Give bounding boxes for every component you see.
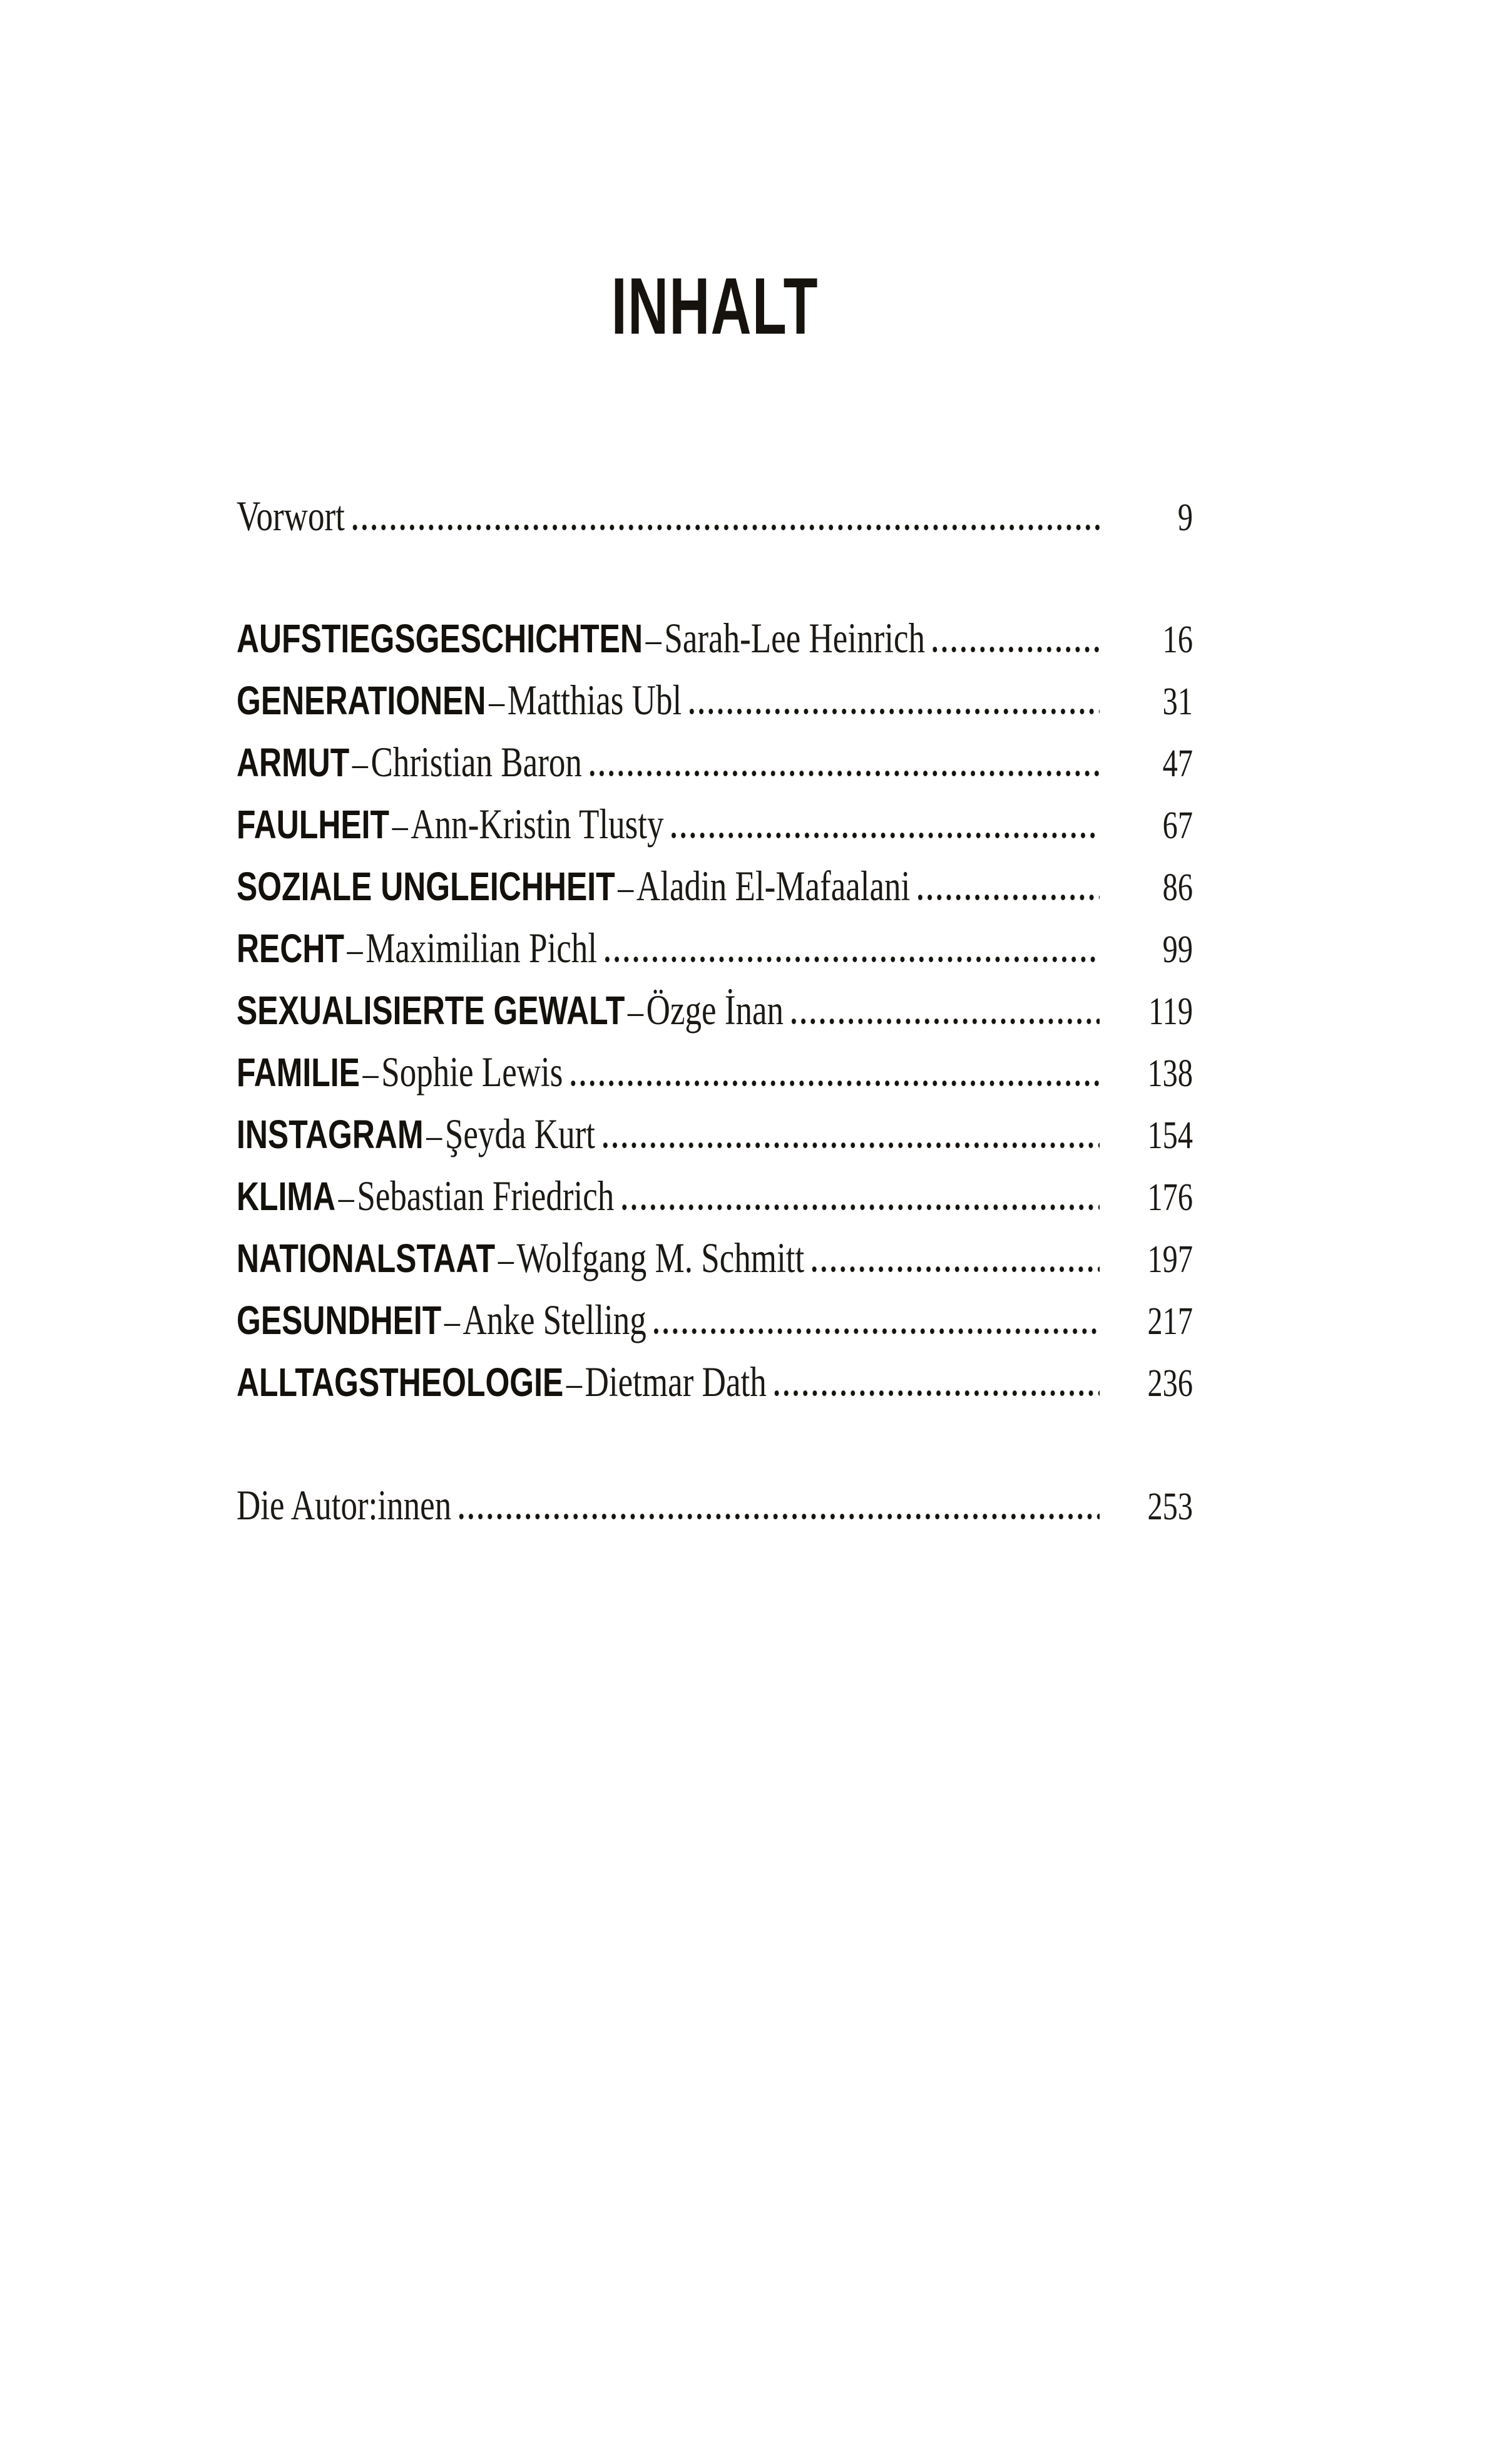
toc-row <box>237 1351 1193 1413</box>
dash-separator: – <box>498 1236 514 1281</box>
toc-author: Özge İnan <box>646 986 784 1034</box>
toc-label: RECHT <box>237 926 344 971</box>
toc-page-number: 176 <box>1147 1176 1193 1219</box>
dash-separator: – <box>426 1112 442 1157</box>
toc-page-number: 197 <box>1147 1238 1193 1281</box>
leader-dots <box>792 1019 1100 1024</box>
toc-label: Die Autor:innen <box>237 1481 452 1529</box>
toc-row <box>237 669 1193 731</box>
toc-page-number: 99 <box>1162 928 1193 971</box>
toc-page-number: 9 <box>1177 496 1193 539</box>
toc-row <box>237 607 1193 669</box>
toc-page-number: 47 <box>1162 742 1193 785</box>
leader-dots <box>605 957 1100 962</box>
toc-row-vorwort <box>237 485 1193 547</box>
leader-dots <box>690 709 1100 714</box>
toc-row <box>237 1165 1193 1227</box>
toc-label: SEXUALISIERTE GEWALT <box>237 988 625 1033</box>
toc-author: Anke Stelling <box>462 1296 646 1343</box>
toc-author: Christian Baron <box>370 738 582 786</box>
leader-dots <box>590 771 1100 776</box>
toc-page-number: 86 <box>1162 866 1193 909</box>
dash-separator: – <box>392 803 408 847</box>
leader-dots <box>812 1266 1100 1272</box>
toc-author: Matthias Ubl <box>507 676 682 724</box>
toc-entries <box>237 607 1193 1413</box>
leader-dots <box>933 647 1100 652</box>
leader-dots <box>459 1514 1100 1519</box>
toc-page-number: 16 <box>1162 619 1193 661</box>
toc-row <box>237 793 1193 855</box>
dash-separator: – <box>628 988 643 1033</box>
toc-label: SOZIALE UNGLEICHHEIT <box>237 864 615 909</box>
toc-label: FAMILIE <box>237 1050 360 1095</box>
toc-author: Wolfgang M. Schmitt <box>516 1234 805 1281</box>
toc-row <box>237 1041 1193 1103</box>
toc-page-number: 217 <box>1147 1300 1193 1343</box>
dash-separator: – <box>645 617 662 661</box>
page-title-text: INHALT <box>611 262 819 351</box>
leader-dots <box>571 1081 1100 1086</box>
toc-row <box>237 979 1193 1041</box>
toc-page-number: 253 <box>1147 1486 1193 1528</box>
toc-row <box>237 855 1193 917</box>
toc-page-number: 67 <box>1162 804 1193 847</box>
toc-label: KLIMA <box>237 1174 336 1219</box>
toc-row <box>237 731 1193 793</box>
toc-row <box>237 1289 1193 1351</box>
dash-separator: – <box>362 1050 379 1095</box>
dash-separator: – <box>444 1298 460 1343</box>
leader-dots <box>622 1204 1100 1210</box>
toc-label: INSTAGRAM <box>237 1112 424 1157</box>
toc-row-autorinnen <box>237 1474 1193 1536</box>
leader-dots <box>654 1328 1100 1334</box>
dash-separator: – <box>566 1360 582 1405</box>
table-of-contents <box>237 0 1193 1536</box>
toc-row <box>237 1103 1193 1165</box>
leader-dots <box>774 1390 1100 1396</box>
toc-page-number: 236 <box>1147 1362 1193 1405</box>
page-title <box>237 262 1193 351</box>
toc-page-number: 154 <box>1147 1114 1193 1157</box>
toc-row <box>237 1227 1193 1289</box>
toc-label: Vorwort <box>237 492 345 540</box>
toc-label: ALLTAGSTHEOLOGIE <box>237 1360 564 1405</box>
toc-author: Dietmar Dath <box>585 1358 767 1405</box>
toc-author: Maximilian Pichl <box>365 924 598 972</box>
toc-page-number: 138 <box>1147 1052 1193 1095</box>
leader-dots <box>352 525 1100 530</box>
toc-author: Sarah-Lee Heinrich <box>664 614 926 662</box>
dash-separator: – <box>489 679 505 723</box>
toc-label: GENERATIONEN <box>237 678 486 723</box>
toc-label: ARMUT <box>237 740 350 785</box>
toc-page-number: 31 <box>1162 680 1193 723</box>
dash-separator: – <box>347 927 363 971</box>
toc-author: Şeyda Kurt <box>444 1110 595 1158</box>
toc-author: Aladin El-Mafaalani <box>636 862 911 910</box>
toc-author: Sebastian Friedrich <box>357 1172 615 1219</box>
toc-label: NATIONALSTAAT <box>237 1236 496 1281</box>
toc-author: Ann-Kristin Tlusty <box>411 800 664 848</box>
dash-separator: – <box>352 741 368 785</box>
dash-separator: – <box>338 1174 354 1219</box>
leader-dots <box>918 895 1100 900</box>
toc-label: FAULHEIT <box>237 802 390 847</box>
toc-row <box>237 917 1193 979</box>
dash-separator: – <box>618 865 634 909</box>
leader-dots <box>603 1142 1100 1148</box>
toc-author: Sophie Lewis <box>381 1048 563 1096</box>
toc-label: AUFSTIEGSGESCHICHTEN <box>237 616 643 661</box>
toc-label: GESUNDHEIT <box>237 1298 442 1343</box>
leader-dots <box>672 833 1100 838</box>
toc-page-number: 119 <box>1148 990 1193 1033</box>
